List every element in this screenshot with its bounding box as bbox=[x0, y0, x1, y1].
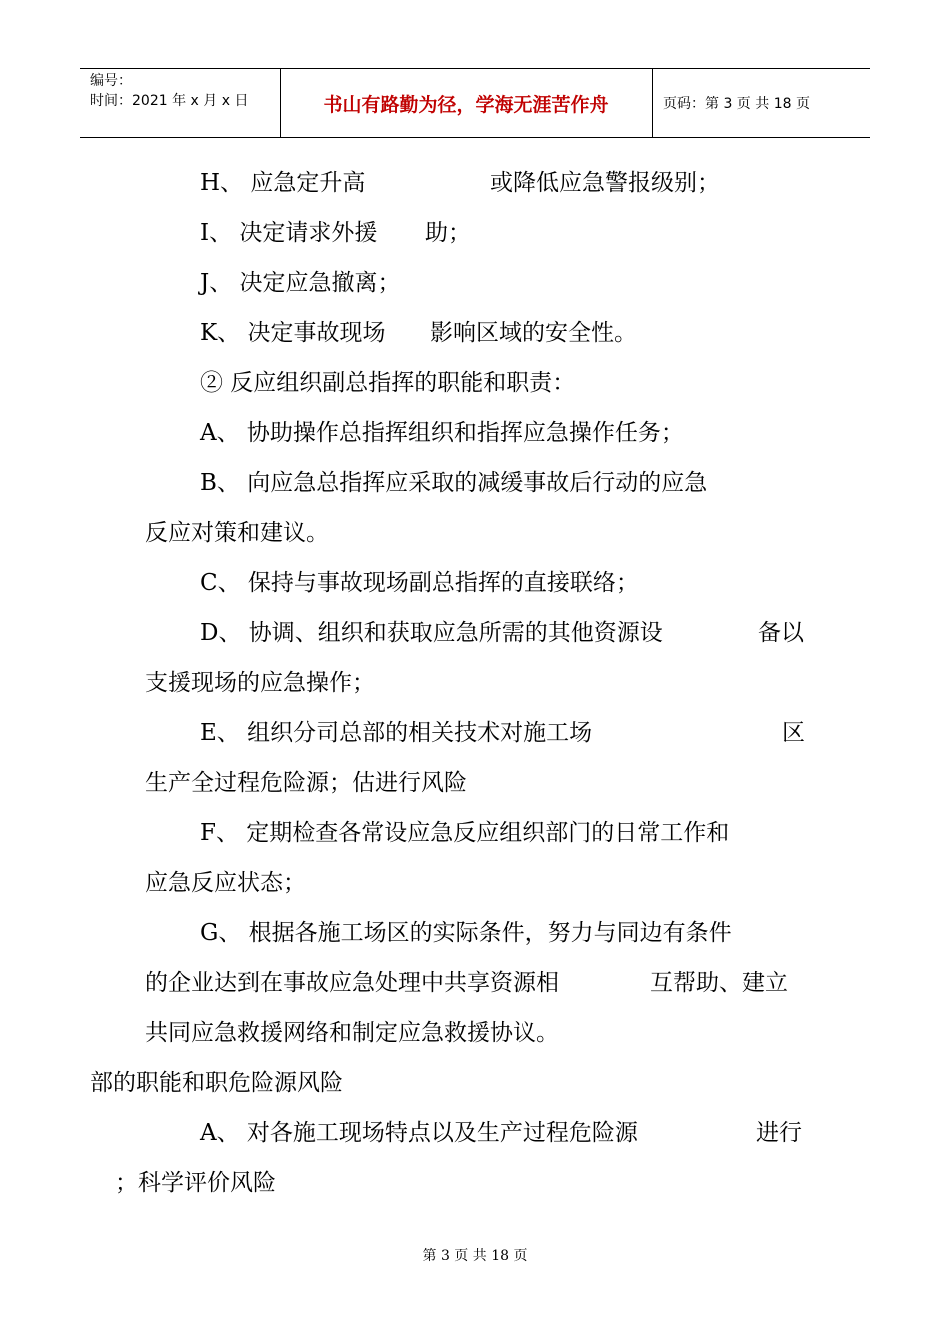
section-heading: ② 反应组织副总指挥的职能和职责： bbox=[200, 370, 576, 396]
page-footer: 第 3 页 共 18 页 bbox=[422, 1248, 528, 1264]
header-motto: 书山有路勤为径，学海无涯苦作舟 bbox=[323, 94, 609, 116]
paragraph-line: B、 向应急总指挥应采取的减缓事故后行动的应急 bbox=[200, 470, 708, 496]
paragraph-line: 影响区域的安全性。 bbox=[430, 320, 637, 346]
paragraph-line: 支援现场的应急操作； bbox=[145, 670, 375, 696]
header-page-info: 页码：第 3 页 共 18 页 bbox=[663, 96, 810, 112]
paragraph-line: H、 应急定升高 bbox=[200, 170, 366, 196]
paragraph-line: E、 组织分司总部的相关技术对施工场 bbox=[200, 720, 593, 746]
paragraph-line: I、 决定请求外援 bbox=[200, 220, 378, 246]
paragraph-line: 或降低应急警报级别； bbox=[490, 170, 720, 196]
paragraph-line: ；科学评价风险 bbox=[115, 1170, 276, 1196]
paragraph-line: 应急反应状态； bbox=[145, 870, 306, 896]
paragraph-line: 共同应急救援网络和制定应急救援协议。 bbox=[145, 1020, 559, 1046]
paragraph-line: 反应对策和建议。 bbox=[145, 520, 329, 546]
paragraph-line: J、 决定应急撤离； bbox=[200, 270, 401, 296]
paragraph-line: 的企业达到在事故应急处理中共享资源相 bbox=[145, 970, 559, 996]
paragraph-line: D、 协调、组织和获取应急所需的其他资源设 bbox=[200, 620, 663, 646]
paragraph-line: C、 保持与事故现场副总指挥的直接联络； bbox=[200, 570, 639, 596]
paragraph-line: 进行 bbox=[756, 1120, 802, 1146]
paragraph-line: A、 协助操作总指挥组织和指挥应急操作任务； bbox=[200, 420, 684, 446]
page-header bbox=[80, 68, 870, 138]
paragraph-line: A、 对各施工现场特点以及生产过程危险源 bbox=[200, 1120, 638, 1146]
document-number-label: 编号： bbox=[90, 73, 132, 89]
paragraph-line: 生产全过程危险源；估进行风险 bbox=[145, 770, 467, 796]
paragraph-line: 部的职能和职危险源风险 bbox=[90, 1070, 343, 1096]
paragraph-line: 助； bbox=[425, 220, 471, 246]
paragraph-line: 互帮助、建立 bbox=[650, 970, 788, 996]
paragraph-line: F、 定期检查各常设应急反应组织部门的日常工作和 bbox=[200, 820, 730, 846]
paragraph-line: K、 决定事故现场 bbox=[200, 320, 386, 346]
paragraph-line: 区 bbox=[782, 720, 805, 746]
paragraph-line: G、 根据各施工场区的实际条件，努力与同边有条件 bbox=[200, 920, 732, 946]
paragraph-line: 备以 bbox=[758, 620, 804, 646]
header-meta-cell bbox=[80, 69, 281, 137]
document-time-label: 时间：2021 年 x 月 x 日 bbox=[90, 93, 249, 109]
header-motto-cell bbox=[280, 69, 653, 137]
header-page-cell bbox=[653, 69, 870, 137]
